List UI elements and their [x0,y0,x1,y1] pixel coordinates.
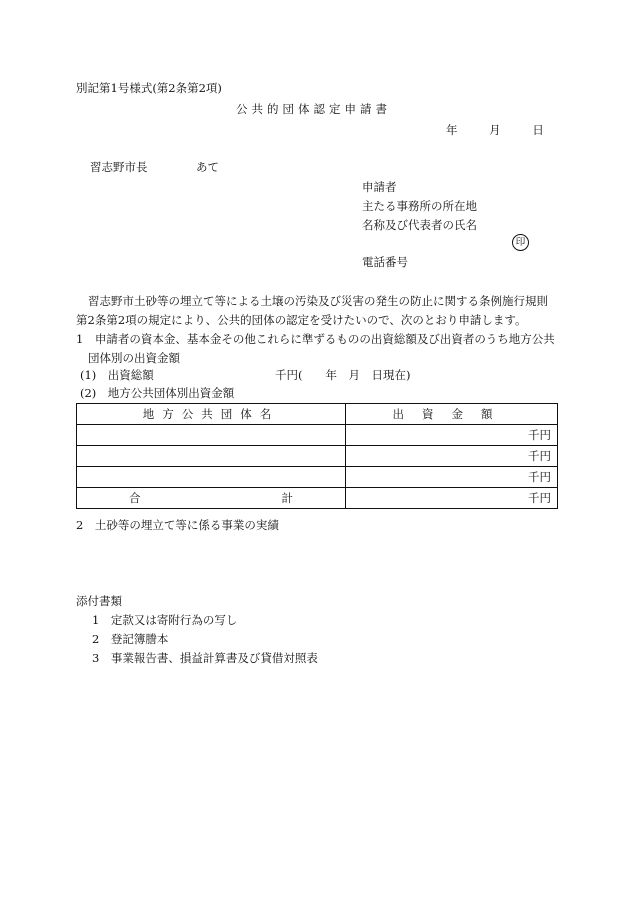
amount-cell[interactable]: 千円 [346,425,558,446]
date-year: 年 [446,123,458,137]
sub-item-1-label: (1) 出資総額 [80,368,154,382]
attachments-title: 添付書類 [76,594,122,608]
date-day: 日 [532,123,544,137]
sub-item-2: (2) 地方公共団体別出資金額 [80,386,235,400]
amount-cell[interactable]: 千円 [346,467,558,488]
applicant-address-label: 主たる事務所の所在地 [362,199,477,213]
sub-item-1-value: 千円( 年 月 日現在) [275,368,411,382]
amount-cell[interactable]: 千円 [346,446,558,467]
total-label: 合計 [77,488,346,509]
attachment-item: 1 定款又は寄附行為の写し [92,613,238,627]
organization-cell[interactable] [77,425,346,446]
table-header-row [77,404,558,425]
applicant-phone-label: 電話番号 [362,255,408,269]
attachment-item: 2 登記簿謄本 [92,632,169,646]
table-row [77,446,558,467]
date-month: 月 [489,123,501,137]
item-1: 1 申請者の資本金、基本金その他これらに準ずるものの出資総額及び出資者のうち地方公共団体別の出資金額 [76,332,555,365]
applicant-name-label: 名称及び代表者の氏名 [362,218,477,232]
request-paragraph: 習志野市土砂等の埋立て等による土壌の汚染及び災害の発生の防止に関する条例施行規則第2条第2項の規定により、公共的団体の認定を受けたいので、次のとおり申請します。 [76,294,548,327]
attachment-item: 3 事業報告書、損益計算書及び貸借対照表 [92,651,318,665]
applicant-label: 申請者 [362,180,397,194]
document-title: 公共的団体認定申請書 [236,102,391,116]
date-line [446,124,544,138]
header-organization: 地方公共団体名 [77,404,346,425]
item-2: 2 土砂等の埋立て等に係る事業の実績 [76,518,279,532]
total-amount[interactable]: 千円 [346,488,558,509]
form-label: 別記第1号様式(第2条第2項) [76,81,222,95]
seal-mark: 印 [512,234,529,251]
contribution-table [76,403,558,509]
header-amount: 出資金額 [346,404,558,425]
addressee-name: 習志野市長 [90,160,148,174]
table-total-row [77,488,558,509]
addressee-suffix: あて [196,160,219,174]
organization-cell[interactable] [77,446,346,467]
table-row [77,425,558,446]
organization-cell[interactable] [77,467,346,488]
table-row [77,467,558,488]
